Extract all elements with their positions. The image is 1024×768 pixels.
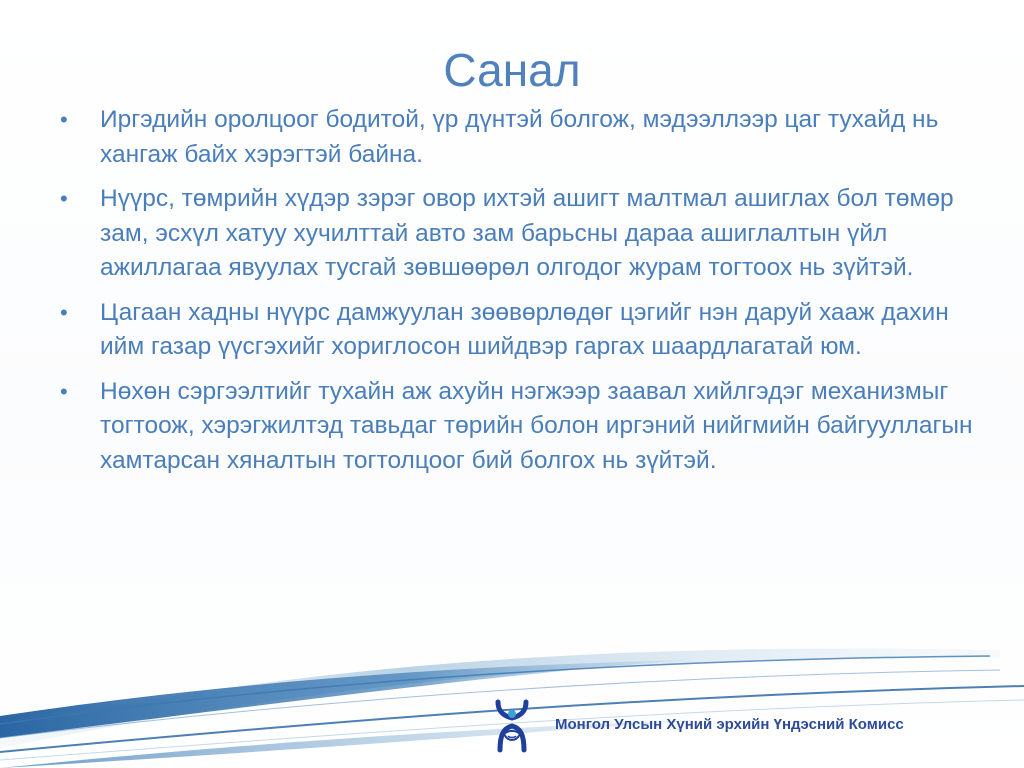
bullet-text: Иргэдийн оролцоог бодитой, үр дүнтэй болгож, мэдээллээр цаг тухайд нь хангаж байх хэрэгтэй байна.	[100, 106, 939, 168]
bullet-item	[60, 182, 990, 286]
human-figure-logo-icon	[492, 698, 532, 756]
bullet-text: Нүүрс, төмрийн хүдэр зэрэг овор ихтэй ашигт малтмал ашиглах бол төмөр зам, эсхүл хатуу хучилттай авто зам барьсны дараа ашиглалтын үйл ажиллагаа явуулах тусгай зөвшөөрөл олгодог журам тогтоох нь зүйтэй.	[100, 185, 954, 281]
bullet-item	[60, 296, 990, 365]
footer-organization-name: Монгол Улсын Хүний эрхийн Үндэсний Комисс	[555, 716, 904, 733]
bullet-dot: •	[60, 299, 68, 325]
bullet-text: Цагаан хадны нүүрс дамжуулан зөөвөрлөдөг цэгийг нэн даруй хааж дахин ийм газар үүсгэхийг хориглосон шийдвэр гаргах шаардлагатай юм.	[100, 298, 949, 360]
slide-title: Санал	[443, 44, 581, 96]
bullet-dot: •	[60, 107, 68, 132]
bullet-item	[60, 375, 990, 479]
bullet-dot: •	[60, 186, 68, 211]
bullet-text: Нөхөн сэргээлтийг тухайн аж ахуйн нэгжээр заавал хийлгэдэг механизмыг тогтоож, хэрэгжилтэд тавьдаг төрийн болон иргэний нийгмийн байгууллагын хамтарсан хяналтын тогтолцоог бий болгох нь зүйтэй.	[100, 377, 973, 474]
bullet-item	[60, 103, 990, 172]
bullet-dot: •	[60, 378, 68, 404]
bullet-list	[60, 103, 990, 488]
